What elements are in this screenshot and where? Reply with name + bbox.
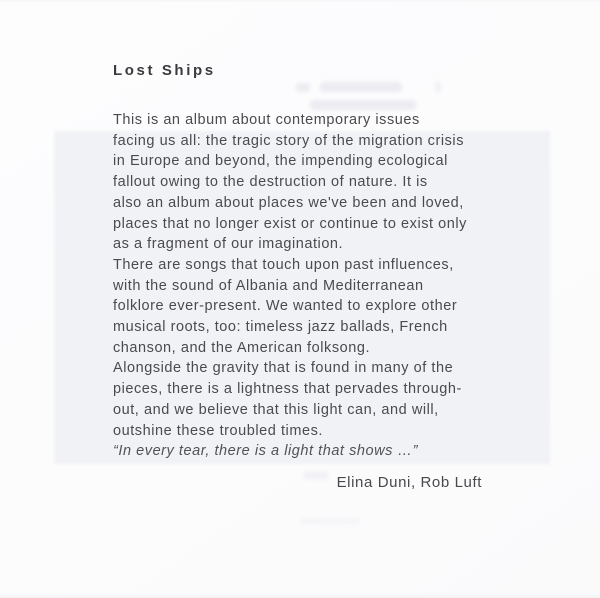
text-line: There are songs that touch upon past influences, <box>113 256 454 273</box>
text-line: folklore ever-present. We wanted to explore other <box>113 298 458 315</box>
text-line: musical roots, too: timeless jazz ballads, French <box>113 319 448 336</box>
ghost-showthrough-mark <box>310 100 416 110</box>
text-line: also an album about places we've been and loved, <box>113 194 464 211</box>
text-line: places that no longer exist or continue to exist only <box>113 215 467 232</box>
page-title: Lost Ships <box>113 62 216 79</box>
text-line: fallout owing to the destruction of nature. It is <box>113 174 428 191</box>
ghost-showthrough-mark <box>296 83 310 92</box>
ghost-showthrough-mark <box>300 518 360 524</box>
artist-attribution: Elina Duni, Rob Luft <box>336 474 482 491</box>
text-line: chanson, and the American folksong. <box>113 339 371 356</box>
ghost-showthrough-mark <box>320 82 402 92</box>
page-edge-shading <box>0 0 600 3</box>
lyric-quote: “In every tear, there is a light that shows …” <box>113 443 418 459</box>
text-line: with the sound of Albania and Mediterranean <box>113 277 424 294</box>
text-line: facing us all: the tragic story of the migration crisis <box>113 132 464 149</box>
liner-notes-text <box>113 110 533 441</box>
text-line: in Europe and beyond, the impending ecological <box>113 153 448 170</box>
ghost-showthrough-mark <box>436 81 440 93</box>
text-line: out, and we believe that this light can, and will, <box>113 401 439 418</box>
text-line: as a fragment of our imagination. <box>113 236 344 253</box>
page-edge-shading <box>0 594 600 598</box>
text-line: outshine these troubled times. <box>113 422 323 439</box>
text-line: pieces, there is a lightness that pervades through- <box>113 381 462 398</box>
text-line: This is an album about contemporary issues <box>113 112 420 128</box>
text-line: Alongside the gravity that is found in many of the <box>113 360 454 377</box>
